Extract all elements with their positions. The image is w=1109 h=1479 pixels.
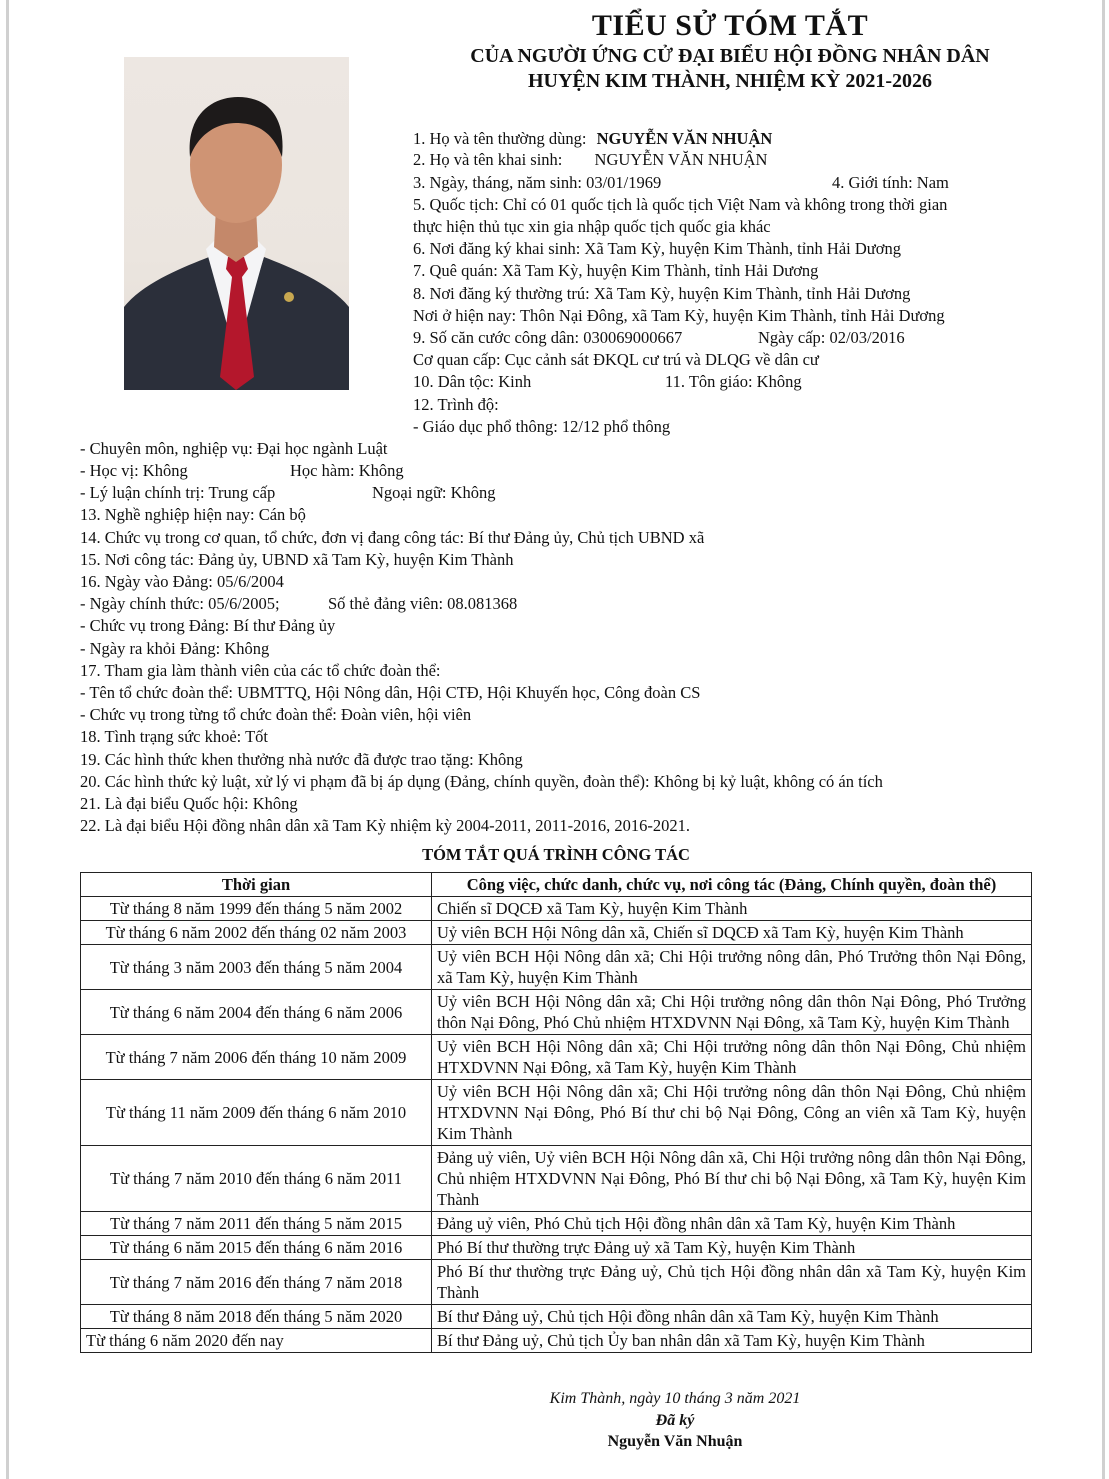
political-theory: - Lý luận chính trị: Trung cấp xyxy=(80,483,276,502)
header-time: Thời gian xyxy=(81,873,432,897)
table-row xyxy=(81,921,1032,945)
row-time: Từ tháng 7 năm 2006 đến tháng 10 năm 2009 xyxy=(81,1035,432,1080)
page-edge-right xyxy=(1102,0,1105,1479)
party-leave-date: - Ngày ra khỏi Đảng: Không xyxy=(80,639,270,658)
table-row xyxy=(81,1212,1032,1236)
work-history-table xyxy=(80,872,1032,1353)
info-line-1 xyxy=(413,128,772,150)
occupation: 13. Nghề nghiệp hiện nay: Cán bộ xyxy=(80,505,306,524)
citizen-id-issue-date: Ngày cấp: 02/03/2016 xyxy=(758,328,905,347)
foreign-language: Ngoại ngữ: Không xyxy=(372,483,496,502)
header-job: Công việc, chức danh, chức vụ, nơi công tác (Đảng, Chính quyền, đoàn thể) xyxy=(432,873,1032,897)
work-history-title: TÓM TẮT QUÁ TRÌNH CÔNG TÁC xyxy=(422,845,690,864)
row-time: Từ tháng 6 năm 2004 đến tháng 6 năm 2006 xyxy=(81,990,432,1035)
organization-positions: - Chức vụ trong từng tổ chức đoàn thể: Đoàn viên, hội viên xyxy=(80,705,472,724)
party-join-date: 16. Ngày vào Đảng: 05/6/2004 xyxy=(80,572,284,591)
row-time: Từ tháng 6 năm 2015 đến tháng 6 năm 2016 xyxy=(81,1236,432,1260)
specialty: - Chuyên môn, nghiệp vụ: Đại học ngành Luật xyxy=(80,439,388,458)
row-time: Từ tháng 6 năm 2020 đến nay xyxy=(81,1329,432,1353)
title-main: TIỂU SỬ TÓM TẮT xyxy=(591,9,869,42)
birth-name-value: NGUYỄN VĂN NHUẬN xyxy=(594,150,768,169)
page-edge-left xyxy=(6,0,9,1479)
row-time: Từ tháng 7 năm 2011 đến tháng 5 năm 2015 xyxy=(81,1212,432,1236)
table-row xyxy=(81,1305,1032,1329)
title-line-3: HUYỆN KIM THÀNH, NHIỆM KỲ 2021-2026 xyxy=(527,70,933,92)
portrait-figure-icon xyxy=(124,57,349,390)
birth-name-label: 2. Họ và tên khai sinh: xyxy=(413,150,563,169)
academic-degree: - Học vị: Không xyxy=(80,461,188,480)
party-official-date: - Ngày chính thức: 05/6/2005; xyxy=(80,594,280,613)
row-time: Từ tháng 3 năm 2003 đến tháng 5 năm 2004 xyxy=(81,945,432,990)
organizations-heading: 17. Tham gia làm thành viên của các tổ chức đoàn thể: xyxy=(80,661,441,680)
organization-names: - Tên tổ chức đoàn thể: UBMTTQ, Hội Nông dân, Hội CTĐ, Hội Khuyến học, Công đoàn CS xyxy=(80,683,701,702)
row-job: Đảng uỷ viên, Phó Chủ tịch Hội đồng nhân dân xã Tam Kỳ, huyện Kim Thành xyxy=(432,1212,1032,1236)
document-title xyxy=(380,8,1080,94)
national-assembly-delegate: 21. Là đại biểu Quốc hội: Không xyxy=(80,794,298,813)
row-job: Phó Bí thư thường trực Đảng uỷ xã Tam Kỳ, huyện Kim Thành xyxy=(432,1236,1032,1260)
gender: 4. Giới tính: Nam xyxy=(832,173,949,192)
row-job: Uỷ viên BCH Hội Nông dân xã; Chi Hội trưởng nông dân thôn Nại Đông, Phó Trưởng thôn Nại Đông, Phó Chủ nhiệm HTXDVNN Nại Đông, xã Tam Kỳ, huyện Kim Thành xyxy=(432,990,1032,1035)
full-name-label: 1. Họ và tên thường dùng: xyxy=(413,129,587,148)
table-row xyxy=(81,990,1032,1035)
table-row xyxy=(81,1329,1032,1353)
row-time: Từ tháng 11 năm 2009 đến tháng 6 năm 2010 xyxy=(81,1080,432,1146)
education-heading: 12. Trình độ: xyxy=(413,395,499,414)
row-time: Từ tháng 8 năm 2018 đến tháng 5 năm 2020 xyxy=(81,1305,432,1329)
row-time: Từ tháng 6 năm 2002 đến tháng 02 năm 2003 xyxy=(81,921,432,945)
row-time: Từ tháng 7 năm 2010 đến tháng 6 năm 2011 xyxy=(81,1146,432,1212)
row-job: Chiến sĩ DQCĐ xã Tam Kỳ, huyện Kim Thành xyxy=(432,897,1032,921)
current-residence: Nơi ở hiện nay: Thôn Nại Đông, xã Tam Kỳ, huyện Kim Thành, tỉnh Hải Dương xyxy=(413,306,945,325)
row-job: Bí thư Đảng uỷ, Chủ tịch Hội đồng nhân dân xã Tam Kỳ, huyện Kim Thành xyxy=(432,1305,1032,1329)
row-job: Uỷ viên BCH Hội Nông dân xã; Chi Hội trưởng nông dân thôn Nại Đông, Chủ nhiệm HTXDVNN Nại Đông, Phó Bí thư chi bộ Nại Đông, Công an viên xã Tam Kỳ, huyện Kim Thành xyxy=(432,1080,1032,1146)
birth-date: 3. Ngày, tháng, năm sinh: 03/01/1969 xyxy=(413,173,662,192)
workplace: 15. Nơi công tác: Đảng ủy, UBND xã Tam Kỳ, huyện Kim Thành xyxy=(80,550,514,569)
row-job: Uỷ viên BCH Hội Nông dân xã; Chi Hội trưởng nông dân thôn Nại Đông, Chủ nhiệm HTXDVNN Nại Đông, xã Tam Kỳ, huyện Kim Thành xyxy=(432,1035,1032,1080)
state-awards: 19. Các hình thức khen thưởng nhà nước đã được trao tặng: Không xyxy=(80,750,523,769)
info-line-2 xyxy=(413,149,767,171)
title-line-2: CỦA NGƯỜI ỨNG CỬ ĐẠI BIỂU HỘI ĐỒNG NHÂN DÂN xyxy=(470,45,990,67)
table-row xyxy=(81,1035,1032,1080)
table-row xyxy=(81,1146,1032,1212)
full-name-value: NGUYỄN VĂN NHUẬN xyxy=(596,129,773,148)
nationality-line-1: 5. Quốc tịch: Chỉ có 01 quốc tịch là quốc tịch Việt Nam và không trong thời gian xyxy=(413,195,948,214)
table-row xyxy=(81,1080,1032,1146)
signer-name: Nguyễn Văn Nhuận xyxy=(607,1433,743,1450)
academic-title: Học hàm: Không xyxy=(290,461,404,480)
row-time: Từ tháng 7 năm 2016 đến tháng 7 năm 2018 xyxy=(81,1260,432,1305)
candidate-portrait-photo xyxy=(124,57,349,390)
ethnicity: 10. Dân tộc: Kinh xyxy=(413,372,532,391)
birth-registration-place: 6. Nơi đăng ký khai sinh: Xã Tam Kỳ, huyện Kim Thành, tỉnh Hải Dương xyxy=(413,239,901,258)
hometown: 7. Quê quán: Xã Tam Kỳ, huyện Kim Thành, tỉnh Hải Dương xyxy=(413,261,819,280)
party-position: - Chức vụ trong Đảng: Bí thư Đảng ủy xyxy=(80,616,336,635)
general-education: - Giáo dục phổ thông: 12/12 phổ thông xyxy=(413,417,671,436)
table-row xyxy=(81,1260,1032,1305)
position: 14. Chức vụ trong cơ quan, tổ chức, đơn vị đang công tác: Bí thư Đảng ủy, Chủ tịch UBND xã xyxy=(80,528,705,547)
row-time: Từ tháng 8 năm 1999 đến tháng 5 năm 2002 xyxy=(81,897,432,921)
table-header-row xyxy=(81,873,1032,897)
table-row xyxy=(81,1236,1032,1260)
nationality-line-2: thực hiện thủ tục xin gia nhập quốc tịch quốc gia khác xyxy=(413,217,771,236)
health-status: 18. Tình trạng sức khoẻ: Tốt xyxy=(80,727,268,746)
council-delegate-history: 22. Là đại biểu Hội đồng nhân dân xã Tam Kỳ nhiệm kỳ 2004-2011, 2011-2016, 2016-2021. xyxy=(80,816,691,835)
row-job: Bí thư Đảng uỷ, Chủ tịch Ủy ban nhân dân xã Tam Kỳ, huyện Kim Thành xyxy=(432,1329,1032,1353)
signature-signed: Đã ký xyxy=(655,1412,695,1429)
disciplinary-record: 20. Các hình thức kỷ luật, xử lý vi phạm đã bị áp dụng (Đảng, chính quyền, đoàn thể): Không bị kỷ luật, không có án tích xyxy=(80,772,883,791)
table-row xyxy=(81,897,1032,921)
row-job: Đảng uỷ viên, Uỷ viên BCH Hội Nông dân xã, Chi Hội trưởng nông dân thôn Nại Đông, Chủ nhiệm HTXDVNN Nại Đông, Phó Bí thư chi bộ Nại Đông, xã Tam Kỳ, huyện Kim Thành xyxy=(432,1146,1032,1212)
row-job: Uỷ viên BCH Hội Nông dân xã; Chi Hội trưởng nông dân, Phó Trưởng thôn Nại Đông, xã Tam Kỳ, huyện Kim Thành xyxy=(432,945,1032,990)
signature-place-date: Kim Thành, ngày 10 tháng 3 năm 2021 xyxy=(549,1390,801,1407)
row-job: Uỷ viên BCH Hội Nông dân xã, Chiến sĩ DQCĐ xã Tam Kỳ, huyện Kim Thành xyxy=(432,921,1032,945)
issuing-authority: Cơ quan cấp: Cục cảnh sát ĐKQL cư trú và DLQG về dân cư xyxy=(413,350,819,369)
permanent-residence: 8. Nơi đăng ký thường trú: Xã Tam Kỳ, huyện Kim Thành, tỉnh Hải Dương xyxy=(413,284,911,303)
table-row xyxy=(81,945,1032,990)
citizen-id: 9. Số căn cước công dân: 030069000667 xyxy=(413,328,683,347)
party-card-number: Số thẻ đảng viên: 08.081368 xyxy=(328,594,518,613)
row-job: Phó Bí thư thường trực Đảng uỷ, Chủ tịch Hội đồng nhân dân xã Tam Kỳ, huyện Kim Thành xyxy=(432,1260,1032,1305)
religion: 11. Tôn giáo: Không xyxy=(665,372,802,391)
